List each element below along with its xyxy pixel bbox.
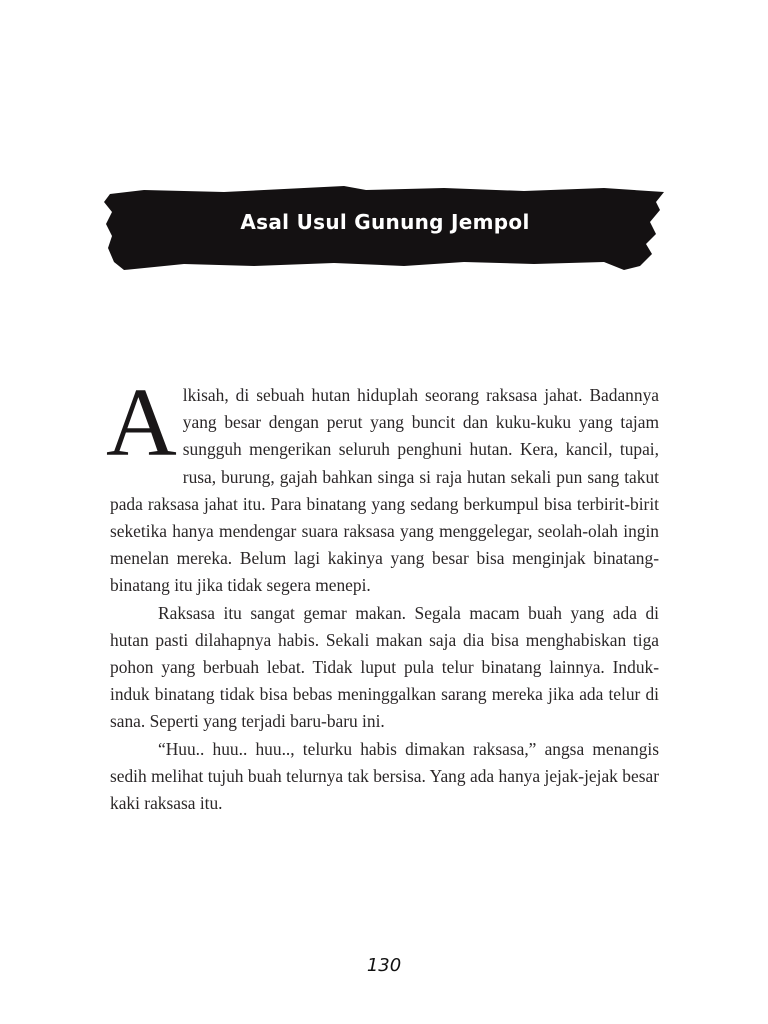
paragraph-1 xyxy=(106,369,659,600)
paragraph-2: Raksasa itu sangat gemar makan. Segala macam buah yang ada di hutan pasti dilahapnya habis. Sekali makan saja dia bisa menghabiskan tiga pohon yang berbuah lebat. Tidak luput pula telur binatang lainnya. Induk-induk binatang tidak bisa bebas meninggalkan sarang mereka jika ada telur di sana. Seperti yang terjadi baru-baru ini. xyxy=(110,602,659,732)
page-number: 130 xyxy=(366,955,402,976)
chapter-title-banner xyxy=(104,182,666,272)
story-text xyxy=(106,369,659,817)
drop-cap: A xyxy=(106,369,177,477)
paragraph-1-text: lkisah, di sebuah hutan hiduplah seorang raksasa jahat. Badannya yang besar dengan perut yang buncit dan kuku-kuku yang tajam sungguh mengerikan seluruh penghuni hutan. Kera, kancil, tupai, rusa, burung, gajah bahkan singa si raja hutan sekali pun sang takut pada raksasa jahat itu. Para binatang yang sedang berkumpul bisa terbirit-birit seketika hanya mendengar suara raksasa yang menggelegar, seolah-olah ingin menelan mereka. Belum lagi kakinya yang besar bisa menginjak binatang-binatang itu jika tidak segera menepi. xyxy=(110,385,659,596)
chapter-title: Asal Usul Gunung Jempol xyxy=(240,210,530,234)
paragraph-3: “Huu.. huu.. huu.., telurku habis dimakan raksasa,” angsa menangis sedih melihat tujuh buah telurnya tak bersisa. Yang ada hanya jejak-jejak besar kaki raksasa itu. xyxy=(110,738,659,814)
